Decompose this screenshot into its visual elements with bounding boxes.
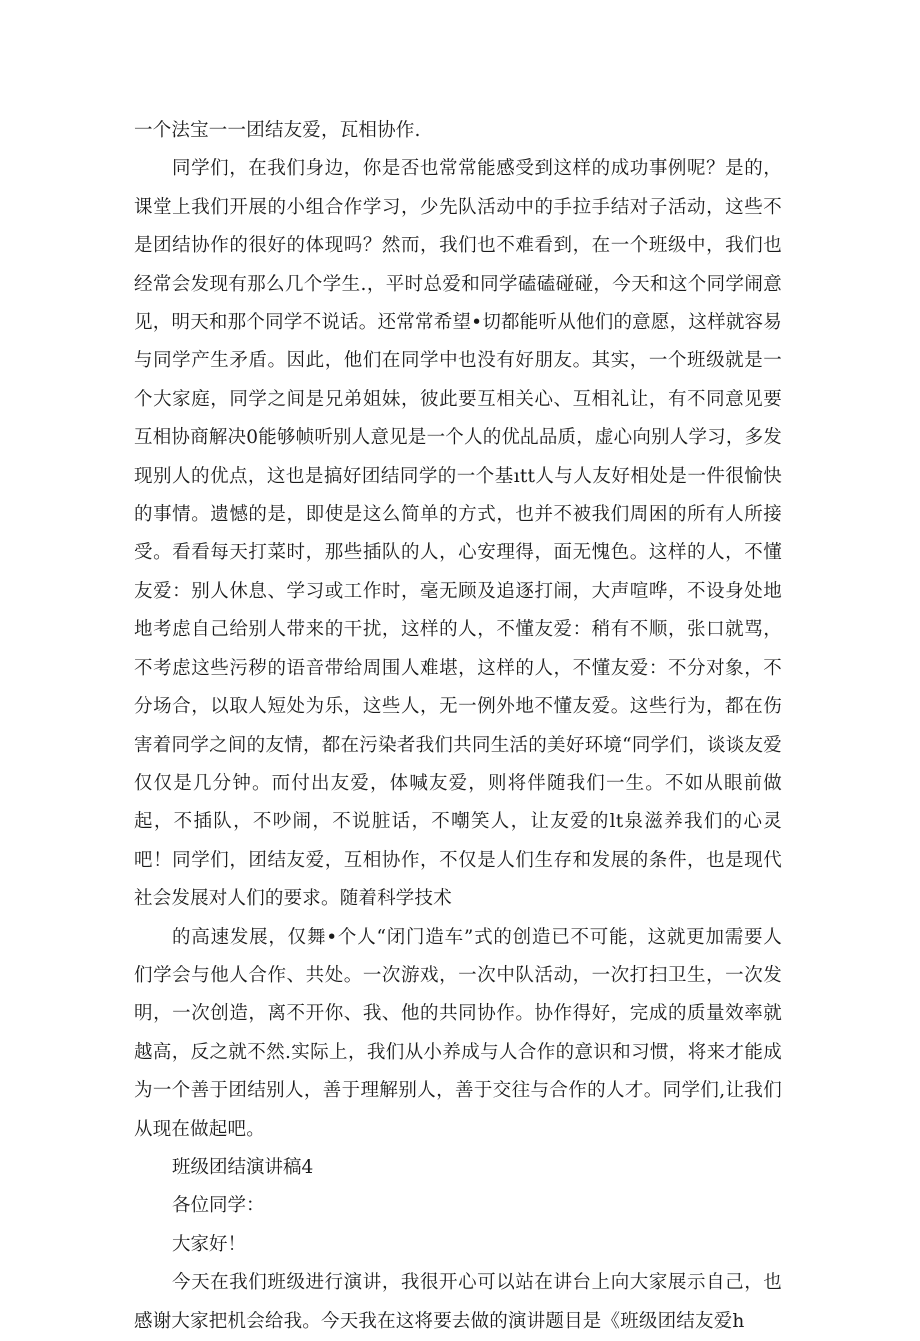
speech-title: 班级团结演讲稿4 bbox=[172, 1156, 314, 1178]
paragraph-opening: 今天在我们班级进行演讲，我很开心可以站在讲台上向大家展示自己，也感谢大家把机会给我。今天我在这将要去做的演讲题目是《班级团结友爱h bbox=[134, 1272, 782, 1332]
paragraph-intro-line: 一个法宝一一团结友爱，瓦相协作. bbox=[134, 120, 421, 141]
document-body bbox=[134, 112, 782, 1341]
paragraph-continuation: 的高速发展，仅舞•个人“闭门造车”式的创造已不可能，这就更加需要人们学会与他人合作、共处。一次游戏，一次中队活动，一次打扫卫生，一次发明，一次创造，离不开你、我、他的共同协作。协作得好，完成的质量效率就越高，反之就不然.实际上，我们从小养成与人合作的意识和习惯，将来才能成为一个善于团结别人，善于理解别人，善于交往与合作的人才。同学们,让我们从现在做起吧。 bbox=[134, 926, 782, 1140]
paragraph-main-body: 同学们，在我们身边，你是否也常常能感受到这样的成功事例呢？是的，课堂上我们开展的小组合作学习，少先队活动中的手拉手结对子活动，这些不是团结协作的很好的体现吗？然而，我们也不难看到，在一个班级中，我们也经常会发现有那么几个学生.，平时总爱和同学磕磕碰碰，今天和这个同学闹意见，明天和那个同学不说话。还常常希望•切都能听从他们的意愿，这样就容易与同学产生矛盾。因此，他们在同学中也没有好朋友。其实，一个班级就是一个大家庭，同学之间是兄弟姐妹，彼此要互相关心、互相礼让，有不同意见要互相协商解决0能够帧听别人意见是一个人的优乩品质，虚心向别人学习，多发现别人的优点，这也是搞好团结同学的一个基ıtt人与人友好相处是一件很愉快的事情。遗憾的是，即使是这么简单的方式，也并不被我们周困的所有人所接受。看看每天打菜时，那些插队的人，心安理得，面无愧色。这样的人，不懂友爱：别人休息、学习或工作时，毫无顾及追逐打闹，大声喧哗，不设身处地地考虑自己给别人带来的干扰，这样的人，不懂友爱：稍有不顺，张口就骂，不考虑这些污秽的语音带给周围人难堪，这样的人，不懂友爱：不分对象，不分场合，以取人短处为乐，这些人，无一例外地不懂友爱。这些行为，都在伤害着同学之间的友情，都在污染者我们共同生活的美好环境“同学们，谈谈友爱仅仅是几分钟。而付出友爱，体喊友爱，则将伴随我们一生。不如从眼前做起，不插队，不吵闹，不说脏话，不嘲笑人，让友爱的lt泉滋养我们的心灵吧！同学们，团结友爱，互相协作，不仅是人们生存和发展的条件，也是现代社会发展对人们的要求。随着科学技术 bbox=[134, 158, 782, 910]
salutation: 各位同学： bbox=[172, 1195, 265, 1217]
greeting: 大家好！ bbox=[172, 1233, 247, 1255]
